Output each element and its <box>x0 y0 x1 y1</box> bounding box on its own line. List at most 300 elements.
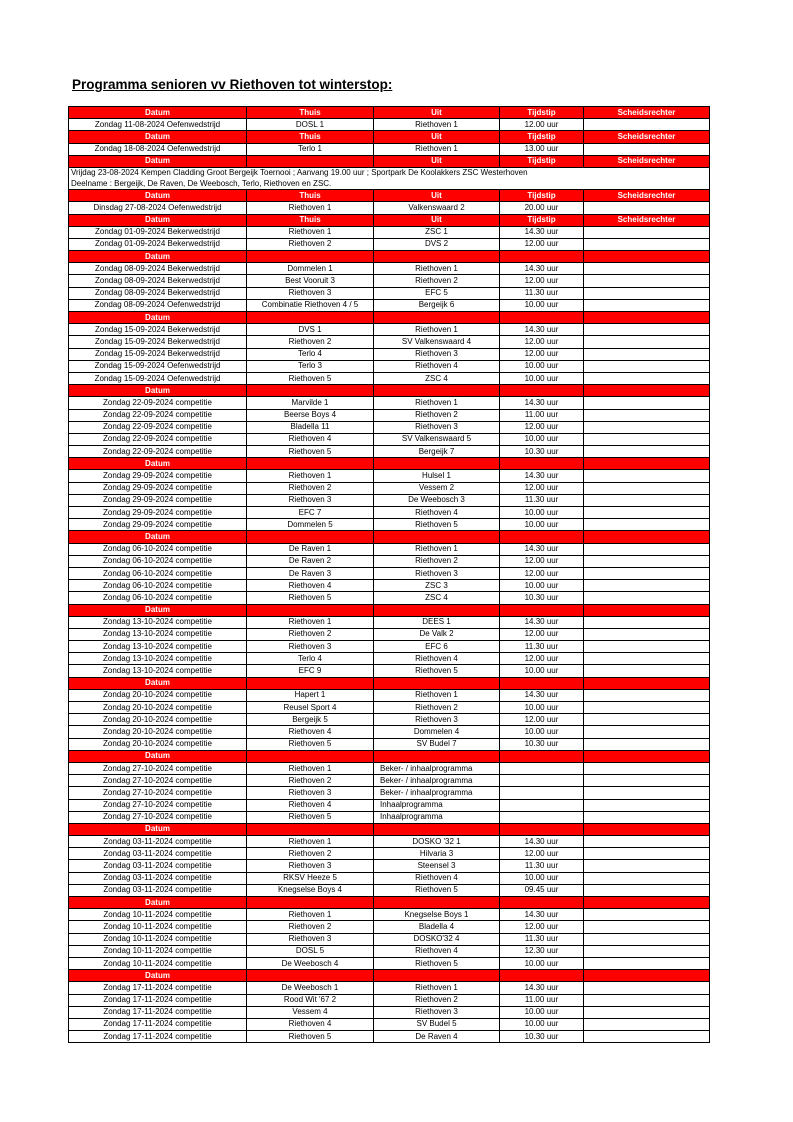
cell-away: Riethoven 4 <box>374 360 500 372</box>
cell-home: Riethoven 4 <box>247 726 374 738</box>
cell-away: Steensel 3 <box>374 860 500 872</box>
header-cell-away <box>374 251 500 263</box>
header-cell-time <box>500 385 584 397</box>
cell-home: Beerse Boys 4 <box>247 409 374 421</box>
cell-home: Terlo 4 <box>247 653 374 665</box>
cell-date: Zondag 08-09-2024 Bekerwedstrijd <box>69 275 247 287</box>
cell-date: Zondag 22-09-2024 competitie <box>69 433 247 445</box>
cell-time <box>500 762 584 774</box>
cell-referee <box>584 555 710 567</box>
table-row <box>69 836 710 848</box>
cell-date: Zondag 10-11-2024 competitie <box>69 909 247 921</box>
cell-home: EFC 9 <box>247 665 374 677</box>
header-cell-home <box>247 458 374 470</box>
page-title: Programma senioren vv Riethoven tot winterstop: <box>72 77 393 92</box>
cell-home: Best Vooruit 3 <box>247 275 374 287</box>
cell-date: Zondag 13-10-2024 competitie <box>69 653 247 665</box>
cell-date: Zondag 29-09-2024 competitie <box>69 507 247 519</box>
header-cell-referee: Scheidsrechter <box>584 190 710 202</box>
cell-date: Zondag 08-09-2024 Bekerwedstrijd <box>69 263 247 275</box>
cell-referee <box>584 592 710 604</box>
cell-home: Riethoven 2 <box>247 848 374 860</box>
header-cell-home <box>247 312 374 324</box>
header-cell-away <box>374 750 500 762</box>
cell-time: 14.30 uur <box>500 470 584 482</box>
table-row <box>69 848 710 860</box>
cell-date: Zondag 01-09-2024 Bekerwedstrijd <box>69 238 247 250</box>
table-row <box>69 945 710 957</box>
cell-away: Riethoven 1 <box>374 143 500 155</box>
header-cell-referee: Scheidsrechter <box>584 214 710 226</box>
header-cell-referee <box>584 823 710 835</box>
cell-referee <box>584 143 710 155</box>
header-cell-date: Datum <box>69 970 247 982</box>
cell-away: Inhaalprogramma <box>374 811 500 823</box>
header-cell-home <box>247 750 374 762</box>
header-cell-home: Thuis <box>247 214 374 226</box>
cell-home: De Raven 2 <box>247 555 374 567</box>
cell-home: Riethoven 3 <box>247 494 374 506</box>
cell-time: 12.00 uur <box>500 482 584 494</box>
cell-time: 10.30 uur <box>500 1031 584 1043</box>
table-row <box>69 726 710 738</box>
table-row <box>69 324 710 336</box>
cell-referee <box>584 811 710 823</box>
cell-home: Riethoven 5 <box>247 811 374 823</box>
cell-time: 12.00 uur <box>500 336 584 348</box>
cell-home: Dommelen 1 <box>247 263 374 275</box>
table-row <box>69 787 710 799</box>
cell-date: Zondag 13-10-2024 competitie <box>69 665 247 677</box>
cell-home: Reusel Sport 4 <box>247 702 374 714</box>
header-cell-date: Datum <box>69 190 247 202</box>
header-cell-away: Uit <box>374 107 500 119</box>
cell-referee <box>584 226 710 238</box>
cell-time: 10.00 uur <box>500 872 584 884</box>
cell-home: Marvilde 1 <box>247 397 374 409</box>
cell-referee <box>584 543 710 555</box>
cell-time: 12.00 uur <box>500 567 584 579</box>
header-cell-away <box>374 531 500 543</box>
table-row <box>69 641 710 653</box>
cell-time: 11.30 uur <box>500 287 584 299</box>
header-cell-referee <box>584 458 710 470</box>
cell-date: Zondag 08-09-2024 Oefenwedstrijd <box>69 299 247 311</box>
table-row <box>69 592 710 604</box>
cell-referee <box>584 1031 710 1043</box>
cell-date: Zondag 13-10-2024 competitie <box>69 628 247 640</box>
header-cell-time <box>500 251 584 263</box>
cell-away: Riethoven 1 <box>374 543 500 555</box>
cell-date: Zondag 10-11-2024 competitie <box>69 921 247 933</box>
cell-away: Riethoven 4 <box>374 653 500 665</box>
cell-time <box>500 799 584 811</box>
cell-time: 12.00 uur <box>500 275 584 287</box>
header-cell-away <box>374 458 500 470</box>
table-row <box>69 494 710 506</box>
header-cell-time <box>500 750 584 762</box>
cell-referee <box>584 287 710 299</box>
cell-referee <box>584 324 710 336</box>
header-cell-referee <box>584 251 710 263</box>
cell-referee <box>584 884 710 896</box>
cell-home: DOSL 1 <box>247 119 374 131</box>
cell-time: 14.30 uur <box>500 909 584 921</box>
cell-date: Zondag 29-09-2024 competitie <box>69 519 247 531</box>
cell-time: 10.30 uur <box>500 738 584 750</box>
table-row <box>69 238 710 250</box>
header-cell-referee: Scheidsrechter <box>584 131 710 143</box>
cell-time: 12.00 uur <box>500 653 584 665</box>
cell-time: 14.30 uur <box>500 689 584 701</box>
header-cell-time <box>500 897 584 909</box>
cell-time: 10.00 uur <box>500 507 584 519</box>
header-cell-date: Datum <box>69 107 247 119</box>
cell-time: 10.00 uur <box>500 702 584 714</box>
cell-home: Riethoven 5 <box>247 738 374 750</box>
table-row <box>69 994 710 1006</box>
cell-time: 12.00 uur <box>500 119 584 131</box>
cell-away: DOSKO'32 4 <box>374 933 500 945</box>
cell-date: Zondag 17-11-2024 competitie <box>69 994 247 1006</box>
cell-away: Riethoven 5 <box>374 665 500 677</box>
header-cell-time <box>500 531 584 543</box>
header-cell-away: Uit <box>374 131 500 143</box>
cell-time: 12.00 uur <box>500 921 584 933</box>
cell-referee <box>584 653 710 665</box>
cell-home: Rood Wit '67 2 <box>247 994 374 1006</box>
cell-away: DOSKO '32 1 <box>374 836 500 848</box>
header-cell-date: Datum <box>69 897 247 909</box>
table-row <box>69 738 710 750</box>
cell-referee <box>584 119 710 131</box>
cell-home: Riethoven 3 <box>247 933 374 945</box>
cell-date: Zondag 27-10-2024 competitie <box>69 811 247 823</box>
cell-referee <box>584 689 710 701</box>
header-cell-home <box>247 385 374 397</box>
header-cell-date: Datum <box>69 312 247 324</box>
cell-away: Riethoven 4 <box>374 507 500 519</box>
cell-home: Terlo 1 <box>247 143 374 155</box>
cell-time: 10.00 uur <box>500 433 584 445</box>
header-cell-time: Tijdstip <box>500 107 584 119</box>
cell-away: Hulsel 1 <box>374 470 500 482</box>
cell-time: 14.30 uur <box>500 226 584 238</box>
cell-date: Zondag 20-10-2024 competitie <box>69 738 247 750</box>
cell-away: Riethoven 3 <box>374 348 500 360</box>
cell-away: SV Budel 7 <box>374 738 500 750</box>
cell-referee <box>584 982 710 994</box>
schedule-body <box>69 107 710 1043</box>
header-cell-home <box>247 155 374 167</box>
cell-date: Zondag 06-10-2024 competitie <box>69 580 247 592</box>
cell-away: Riethoven 5 <box>374 957 500 969</box>
header-cell-referee <box>584 531 710 543</box>
header-cell-away <box>374 312 500 324</box>
cell-time: 14.30 uur <box>500 543 584 555</box>
note-text: Vrijdag 23-08-2024 Kempen Cladding Groot Bergeijk Toernooi ; Aanvang 19.00 uur ; Sportpark De Koolakkers ZSC Westerhoven <box>69 167 710 178</box>
cell-away: Riethoven 1 <box>374 119 500 131</box>
table-row <box>69 360 710 372</box>
cell-referee <box>584 238 710 250</box>
header-row <box>69 131 710 143</box>
note-row <box>69 179 710 190</box>
cell-referee <box>584 446 710 458</box>
cell-referee <box>584 787 710 799</box>
header-cell-referee: Scheidsrechter <box>584 107 710 119</box>
table-row <box>69 909 710 921</box>
cell-referee <box>584 762 710 774</box>
cell-away: Riethoven 4 <box>374 945 500 957</box>
cell-home: Riethoven 2 <box>247 482 374 494</box>
header-row <box>69 312 710 324</box>
cell-date: Zondag 20-10-2024 competitie <box>69 702 247 714</box>
cell-referee <box>584 860 710 872</box>
cell-away: SV Budel 5 <box>374 1018 500 1030</box>
cell-away: Beker- / inhaalprogramma <box>374 775 500 787</box>
cell-home: Riethoven 4 <box>247 580 374 592</box>
cell-home: De Weebosch 4 <box>247 957 374 969</box>
table-row <box>69 287 710 299</box>
cell-time: 10.00 uur <box>500 519 584 531</box>
cell-referee <box>584 714 710 726</box>
header-cell-away <box>374 970 500 982</box>
cell-time: 10.00 uur <box>500 1018 584 1030</box>
header-cell-time <box>500 604 584 616</box>
table-row <box>69 470 710 482</box>
cell-away: Riethoven 1 <box>374 263 500 275</box>
cell-home: Hapert 1 <box>247 689 374 701</box>
table-row <box>69 336 710 348</box>
cell-date: Zondag 22-09-2024 competitie <box>69 421 247 433</box>
table-row <box>69 982 710 994</box>
cell-date: Zondag 22-09-2024 competitie <box>69 409 247 421</box>
cell-home: Riethoven 1 <box>247 470 374 482</box>
cell-home: Riethoven 3 <box>247 641 374 653</box>
header-row <box>69 107 710 119</box>
header-row <box>69 531 710 543</box>
cell-referee <box>584 409 710 421</box>
header-row <box>69 970 710 982</box>
cell-away: Riethoven 2 <box>374 994 500 1006</box>
cell-date: Zondag 10-11-2024 competitie <box>69 957 247 969</box>
cell-away: SV Valkenswaard 5 <box>374 433 500 445</box>
cell-referee <box>584 275 710 287</box>
cell-away: ZSC 3 <box>374 580 500 592</box>
header-cell-referee: Scheidsrechter <box>584 155 710 167</box>
header-cell-date: Datum <box>69 677 247 689</box>
cell-away: Bergeijk 7 <box>374 446 500 458</box>
header-cell-referee <box>584 750 710 762</box>
cell-home: Riethoven 4 <box>247 433 374 445</box>
header-cell-date: Datum <box>69 823 247 835</box>
cell-time: 12.00 uur <box>500 714 584 726</box>
cell-date: Zondag 11-08-2024 Oefenwedstrijd <box>69 119 247 131</box>
cell-away: Riethoven 1 <box>374 397 500 409</box>
header-cell-time: Tijdstip <box>500 214 584 226</box>
cell-date: Zondag 27-10-2024 competitie <box>69 799 247 811</box>
cell-time: 10.00 uur <box>500 726 584 738</box>
cell-referee <box>584 836 710 848</box>
cell-away: Riethoven 3 <box>374 1006 500 1018</box>
cell-away: Riethoven 5 <box>374 519 500 531</box>
cell-away: Beker- / inhaalprogramma <box>374 787 500 799</box>
cell-referee <box>584 909 710 921</box>
cell-time: 14.30 uur <box>500 397 584 409</box>
cell-date: Zondag 18-08-2024 Oefenwedstrijd <box>69 143 247 155</box>
cell-away: DEES 1 <box>374 616 500 628</box>
cell-referee <box>584 482 710 494</box>
table-row <box>69 775 710 787</box>
table-row <box>69 921 710 933</box>
cell-date: Zondag 03-11-2024 competitie <box>69 836 247 848</box>
table-row <box>69 482 710 494</box>
cell-away: ZSC 4 <box>374 372 500 384</box>
header-cell-date: Datum <box>69 214 247 226</box>
cell-referee <box>584 507 710 519</box>
cell-date: Zondag 13-10-2024 competitie <box>69 616 247 628</box>
cell-date: Zondag 15-09-2024 Bekerwedstrijd <box>69 348 247 360</box>
cell-referee <box>584 372 710 384</box>
cell-date: Zondag 17-11-2024 competitie <box>69 1018 247 1030</box>
cell-home: Riethoven 3 <box>247 860 374 872</box>
cell-time: 14.30 uur <box>500 982 584 994</box>
table-row <box>69 1031 710 1043</box>
cell-home: Riethoven 1 <box>247 836 374 848</box>
cell-referee <box>584 726 710 738</box>
header-cell-away <box>374 823 500 835</box>
cell-time: 10.30 uur <box>500 592 584 604</box>
table-row <box>69 811 710 823</box>
cell-time: 11.30 uur <box>500 933 584 945</box>
cell-away: EFC 6 <box>374 641 500 653</box>
cell-time: 12.00 uur <box>500 238 584 250</box>
cell-date: Zondag 29-09-2024 competitie <box>69 482 247 494</box>
header-cell-away <box>374 677 500 689</box>
cell-away: De Valk 2 <box>374 628 500 640</box>
cell-home: DOSL 5 <box>247 945 374 957</box>
header-cell-date: Datum <box>69 251 247 263</box>
header-row <box>69 823 710 835</box>
cell-home: Riethoven 3 <box>247 787 374 799</box>
cell-time: 20.00 uur <box>500 202 584 214</box>
cell-away: Bladella 4 <box>374 921 500 933</box>
cell-home: Riethoven 1 <box>247 226 374 238</box>
header-cell-time: Tijdstip <box>500 155 584 167</box>
table-row <box>69 665 710 677</box>
header-cell-referee <box>584 385 710 397</box>
header-cell-home <box>247 251 374 263</box>
cell-referee <box>584 494 710 506</box>
table-row <box>69 702 710 714</box>
cell-referee <box>584 994 710 1006</box>
cell-time: 12.00 uur <box>500 628 584 640</box>
cell-home: Riethoven 5 <box>247 592 374 604</box>
header-cell-time <box>500 970 584 982</box>
cell-time <box>500 787 584 799</box>
header-row <box>69 155 710 167</box>
header-cell-date: Datum <box>69 458 247 470</box>
cell-date: Zondag 13-10-2024 competitie <box>69 641 247 653</box>
table-row <box>69 519 710 531</box>
table-row <box>69 860 710 872</box>
header-row <box>69 251 710 263</box>
cell-time: 12.00 uur <box>500 848 584 860</box>
cell-home: Riethoven 5 <box>247 372 374 384</box>
cell-referee <box>584 665 710 677</box>
cell-referee <box>584 397 710 409</box>
cell-referee <box>584 202 710 214</box>
cell-referee <box>584 336 710 348</box>
header-cell-time <box>500 677 584 689</box>
cell-home: RKSV Heeze 5 <box>247 872 374 884</box>
header-cell-away <box>374 385 500 397</box>
cell-date: Zondag 08-09-2024 Bekerwedstrijd <box>69 287 247 299</box>
cell-time: 11.00 uur <box>500 409 584 421</box>
cell-away: Valkenswaard 2 <box>374 202 500 214</box>
table-row <box>69 433 710 445</box>
header-cell-date: Datum <box>69 155 247 167</box>
table-row <box>69 884 710 896</box>
header-cell-referee <box>584 897 710 909</box>
header-cell-time <box>500 458 584 470</box>
cell-referee <box>584 616 710 628</box>
cell-time: 10.00 uur <box>500 1006 584 1018</box>
cell-home: Riethoven 4 <box>247 1018 374 1030</box>
header-cell-date: Datum <box>69 385 247 397</box>
cell-away: Knegselse Boys 1 <box>374 909 500 921</box>
cell-date: Zondag 17-11-2024 competitie <box>69 1031 247 1043</box>
header-cell-referee <box>584 970 710 982</box>
cell-referee <box>584 775 710 787</box>
cell-referee <box>584 957 710 969</box>
cell-home: Terlo 3 <box>247 360 374 372</box>
table-row <box>69 689 710 701</box>
header-cell-time <box>500 823 584 835</box>
cell-date: Zondag 15-09-2024 Oefenwedstrijd <box>69 360 247 372</box>
cell-away: Beker- / inhaalprogramma <box>374 762 500 774</box>
cell-time: 12.00 uur <box>500 348 584 360</box>
header-cell-away: Uit <box>374 214 500 226</box>
table-row <box>69 507 710 519</box>
cell-home: De Raven 3 <box>247 567 374 579</box>
table-row <box>69 653 710 665</box>
cell-referee <box>584 628 710 640</box>
cell-time: 10.00 uur <box>500 360 584 372</box>
cell-away: Bergeijk 6 <box>374 299 500 311</box>
cell-home: Riethoven 3 <box>247 287 374 299</box>
cell-referee <box>584 1006 710 1018</box>
schedule-table <box>68 106 710 1043</box>
cell-referee <box>584 933 710 945</box>
header-cell-referee <box>584 604 710 616</box>
table-row <box>69 119 710 131</box>
header-row <box>69 385 710 397</box>
cell-away: De Raven 4 <box>374 1031 500 1043</box>
header-cell-time <box>500 312 584 324</box>
cell-home: DVS 1 <box>247 324 374 336</box>
cell-date: Zondag 06-10-2024 competitie <box>69 592 247 604</box>
header-row <box>69 604 710 616</box>
cell-referee <box>584 519 710 531</box>
table-row <box>69 628 710 640</box>
cell-home: Terlo 4 <box>247 348 374 360</box>
header-cell-date: Datum <box>69 604 247 616</box>
cell-referee <box>584 738 710 750</box>
cell-home: Riethoven 2 <box>247 336 374 348</box>
table-row <box>69 226 710 238</box>
cell-date: Zondag 29-09-2024 competitie <box>69 470 247 482</box>
